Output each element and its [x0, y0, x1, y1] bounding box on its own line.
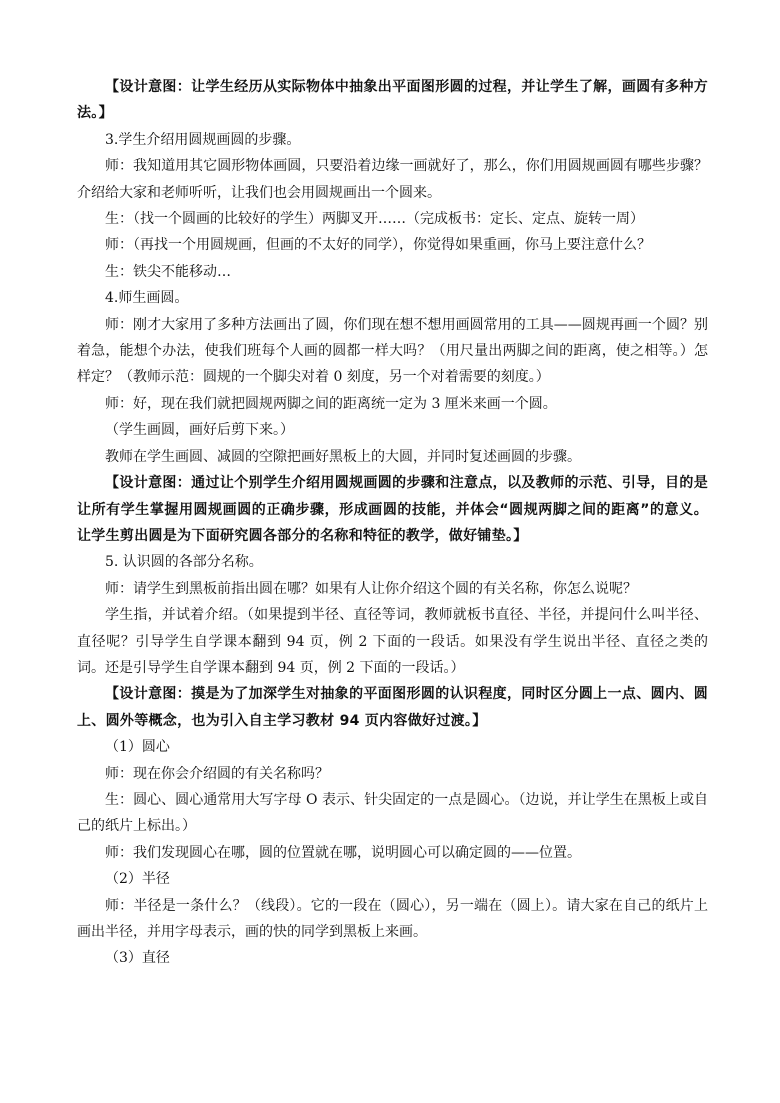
- subheading-radius: （2）半径: [105, 871, 170, 888]
- step-3-heading: 3.学生介绍用圆规画圆的步骤。: [105, 131, 301, 148]
- paragraph: 师：我知道用其它圆形物体画圆，只要沿着边缘一画就好了，那么，你们用圆规画圆有哪些步骤？介绍给大家和老师听听，让我们也会用圆规画出一个圆来。: [77, 158, 708, 201]
- paragraph: 教师在学生画圆、减圆的空隙把画好黑板上的大圆，并同时复述画圆的步骤。: [105, 448, 581, 465]
- paragraph: 生：（找一个圆画的比较好的学生）两脚叉开……（完成板书：定长、定点、旋转一周）: [105, 211, 644, 228]
- paragraph: 师：请学生到黑板前指出圆在哪？如果有人让你介绍这个圆的有关名称，你怎么说呢？: [105, 580, 637, 597]
- paragraph: 师：（再找一个用圆规画，但画的不太好的同学），你觉得如果重画，你马上要注意什么？: [105, 237, 651, 254]
- paragraph: 师：半径是一条什么？（线段）。它的一段在（圆心），另一端在（圆上）。请大家在自己的纸片上画出半径，并用字母表示，画的快的同学到黑板上来画。: [77, 897, 708, 940]
- paragraph: 师：好，现在我们就把圆规两脚之间的距离统一定为 3 厘米来画一个圆。: [105, 395, 557, 412]
- design-intent-2: 【设计意图：通过让个别学生介绍用圆规画圆的步骤和注意点，以及教师的示范、引导，目的是让所有学生掌握用圆规画圆的正确步骤，形成画圆的技能，并体会“圆规两脚之间的距离”的意义。让学生剪出圆是为下面研究圆各部分的名称和特征的教学，做好铺垫。】: [77, 475, 708, 544]
- paragraph: 师：我们发现圆心在哪，圆的位置就在哪，说明圆心可以确定圆的——位置。: [105, 844, 581, 861]
- paragraph: 师：现在你会介绍圆的有关名称吗？: [105, 765, 329, 782]
- paragraph: （学生画圆，画好后剪下来。）: [105, 422, 294, 439]
- step-4-heading: 4.师生画圆。: [105, 290, 189, 307]
- paragraph: 学生指，并试着介绍。（如果提到半径、直径等词，教师就板书直径、半径，并提问什么叫半径、直径呢？引导学生自学课本翻到 94 页，例 2 下面的一段话。如果没有学生说出半径、直径之类的词。还是引导学生自学课本翻到 94 页，例 2 下面的一段话。）: [77, 607, 708, 676]
- paragraph: 生：铁尖不能移动…: [105, 263, 231, 280]
- subheading-diameter: （3）直径: [105, 950, 170, 967]
- step-5-heading: 5. 认识圆的各部分名称。: [105, 554, 263, 571]
- paragraph: 生：圆心、圆心通常用大写字母 O 表示、针尖固定的一点是圆心。（边说，并让学生在黑板上或自己的纸片上标出。）: [77, 791, 708, 835]
- subheading-center: （1）圆心: [105, 739, 170, 756]
- design-intent-3: 【设计意图：摸是为了加深学生对抽象的平面图形圆的认识程度，同时区分圆上一点、圆内、圆上、圆外等概念，也为引入自主学习教材 94 页内容做好过渡。】: [77, 686, 708, 729]
- design-intent-1: 【设计意图：让学生经历从实际物体中抽象出平面图形圆的过程，并让学生了解，画圆有多种方法。】: [77, 79, 708, 122]
- paragraph: 师：刚才大家用了多种方法画出了圆，你们现在想不想用画圆常用的工具——圆规再画一个圆？别着急，能想个办法，使我们班每个人画的圆都一样大吗？（用尺量出两脚之间的距离，使之相等。）怎样定？（教师示范：圆规的一个脚尖对着 0 刻度，另一个对着需要的刻度。）: [77, 316, 708, 386]
